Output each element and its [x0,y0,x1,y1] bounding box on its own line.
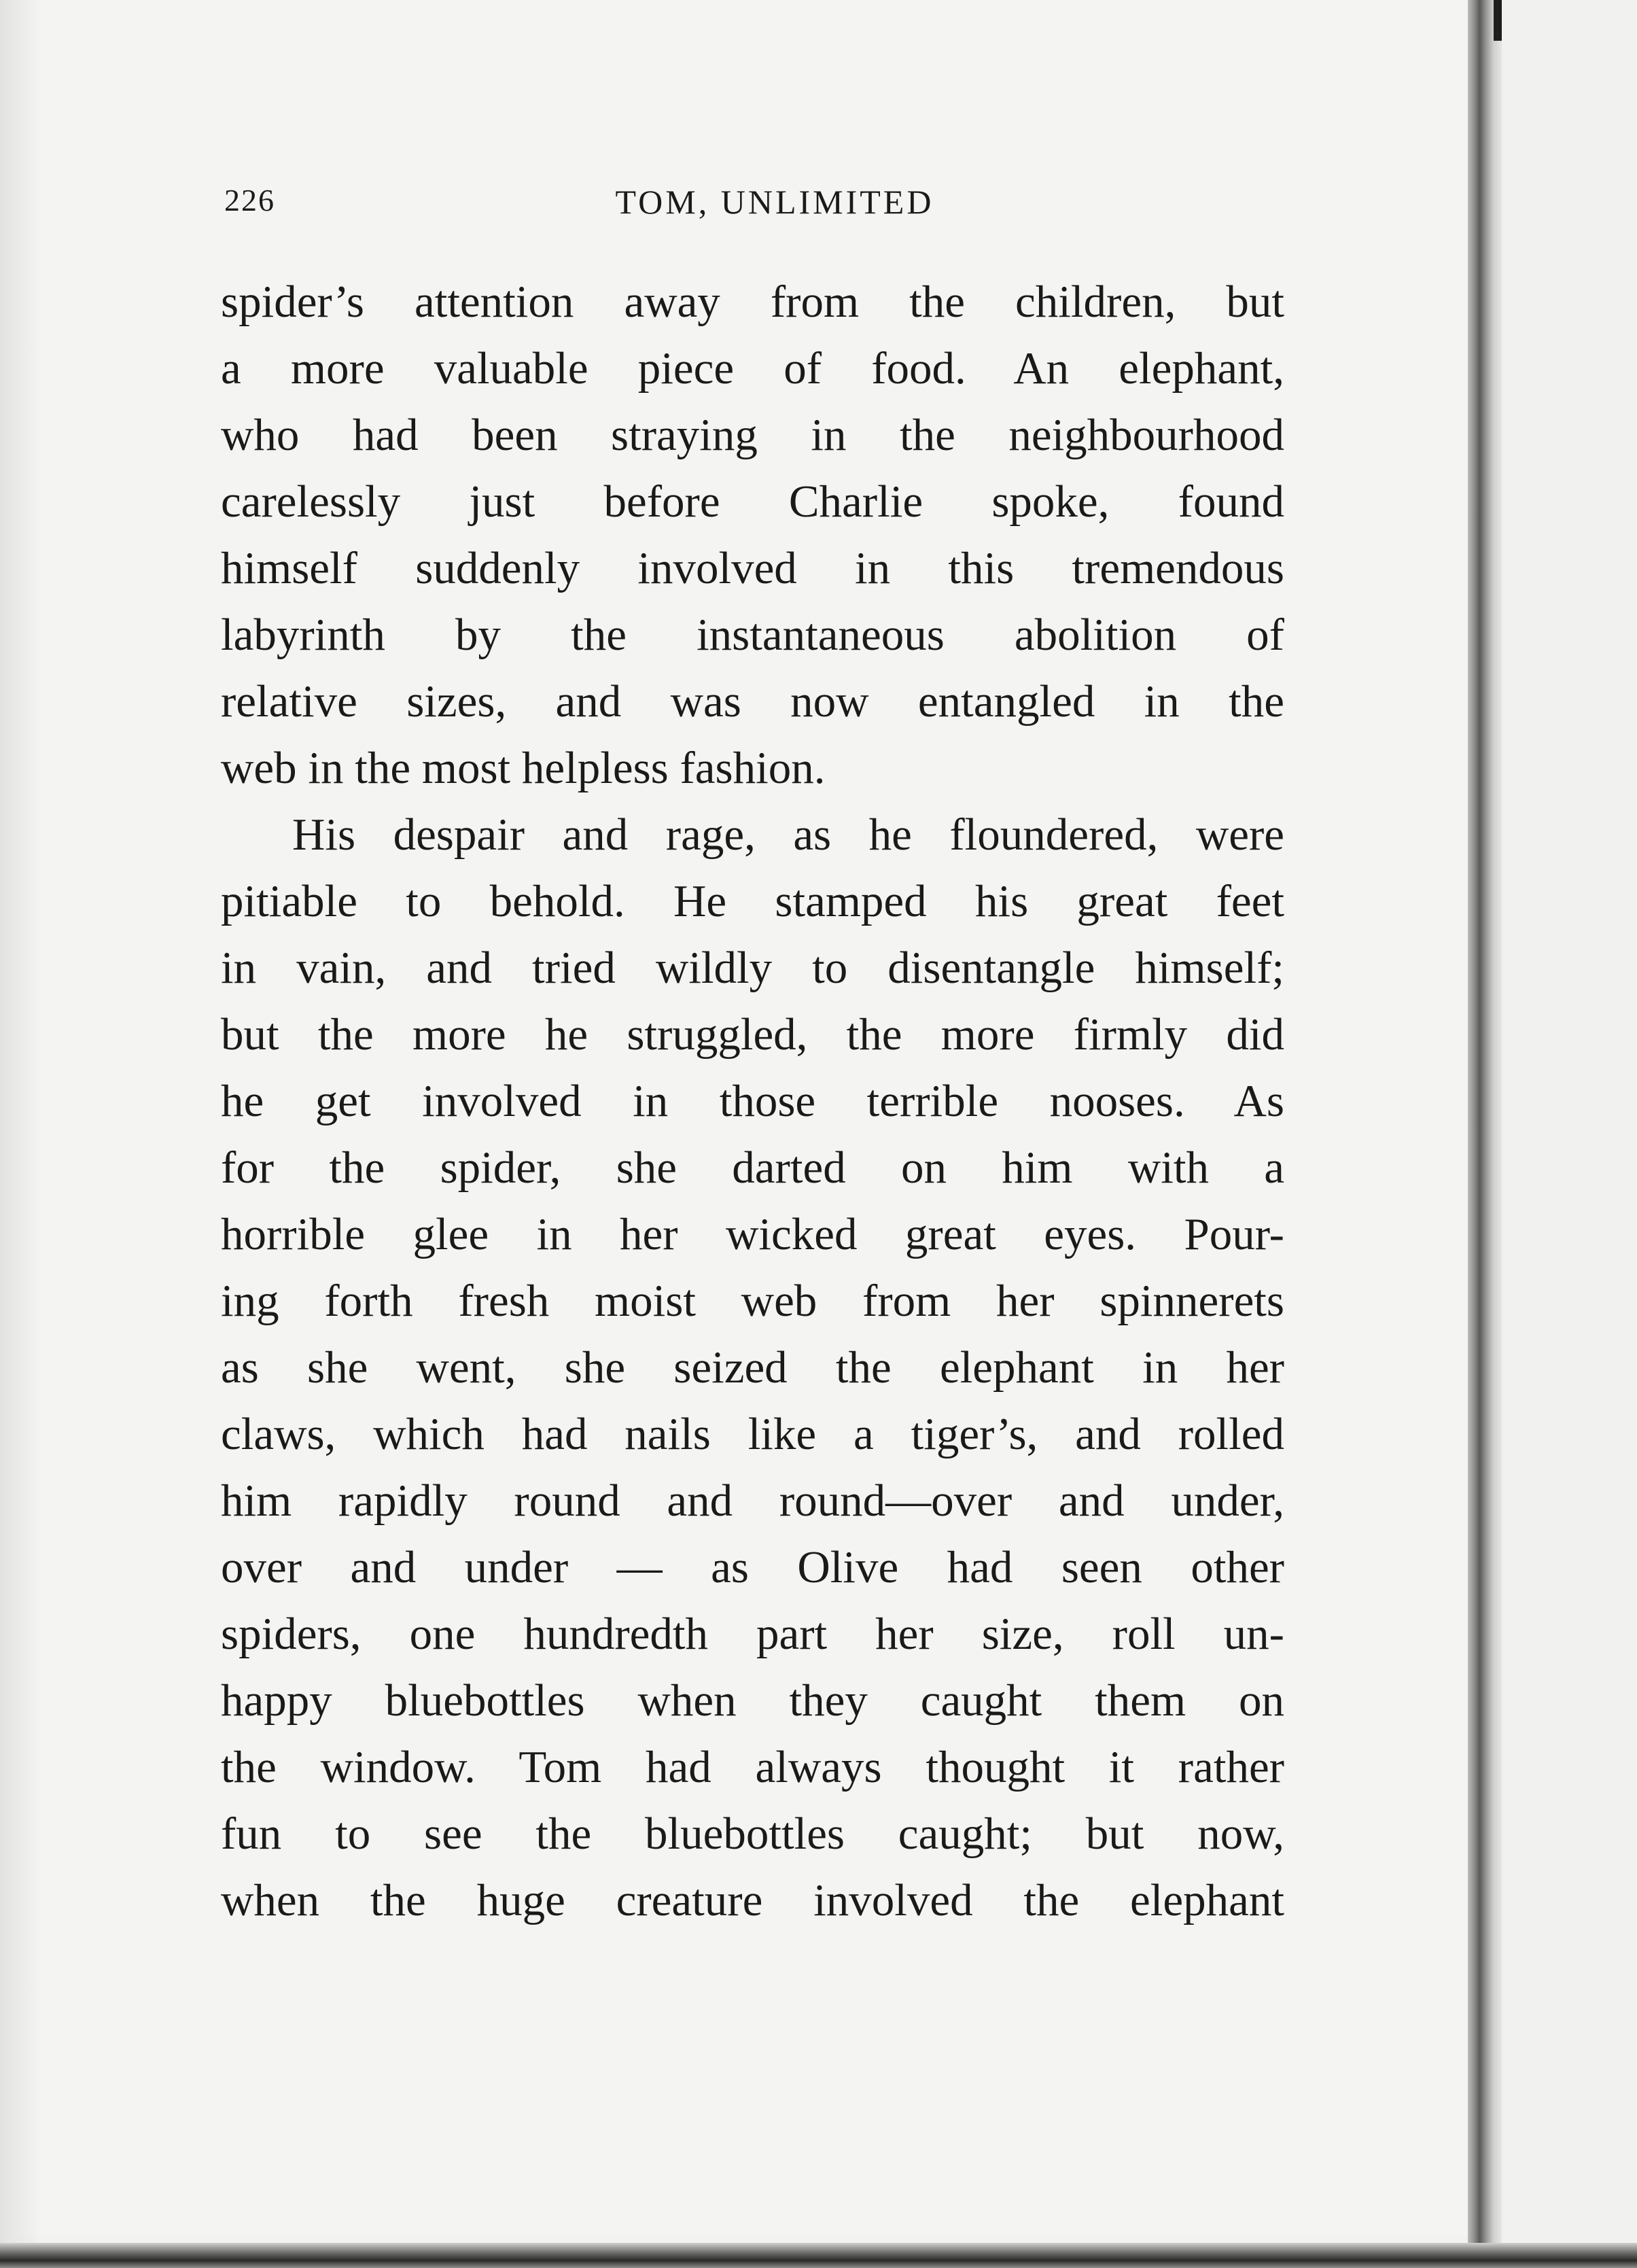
text-line: His despair and rage, as he floundered, were [292,809,1284,860]
running-head [224,182,1284,230]
text-line: he get involved in those terrible nooses. As [221,1076,1284,1126]
text-line: pitiable to behold. He stamped his great feet [221,876,1284,926]
text-line: labyrinth by the instantaneous abolition of [221,610,1284,660]
page-number: 226 [224,183,275,217]
scan-bottom-edge [0,2243,1637,2268]
text-line: but the more he struggled, the more firmly did [221,1009,1284,1060]
text-line: carelessly just before Charlie spoke, found [221,476,1284,527]
text-line: over and under — as Olive had seen other [221,1542,1284,1592]
text-line: happy bluebottles when they caught them on [221,1675,1284,1726]
book-gutter [1468,0,1502,2268]
text-line: web in the most helpless fashion. [221,743,826,793]
text-line: for the spider, she darted on him with a [221,1142,1284,1193]
page-edge-shadow [0,0,41,2268]
text-line: spider’s attention away from the children, but [221,277,1284,327]
text-line: relative sizes, and was now entangled in the [221,676,1284,727]
text-line: him rapidly round and round—over and under, [221,1476,1284,1526]
text-line: in vain, and tried wildly to disentangle himself; [221,943,1284,993]
gutter-notch [1494,0,1502,41]
body-text [221,268,1284,1934]
text-line: spiders, one hundredth part her size, roll un- [221,1609,1284,1659]
text-line: who had been straying in the neighbourhood [221,410,1284,460]
text-line: ing forth fresh moist web from her spinnerets [221,1276,1284,1326]
text-line: claws, which had nails like a tiger’s, and rolled [221,1409,1284,1459]
text-line: the window. Tom had always thought it rather [221,1742,1284,1792]
text-line: when the huge creature involved the elephant [221,1875,1284,1925]
text-line: a more valuable piece of food. An elephant, [221,343,1284,394]
text-line: himself suddenly involved in this tremendous [221,543,1284,593]
text-line: horrible glee in her wicked great eyes. Pour- [221,1209,1284,1259]
text-line: as she went, she seized the elephant in her [221,1342,1284,1393]
text-line: fun to see the bluebottles caught; but now, [221,1809,1284,1859]
running-title: TOM, UNLIMITED [615,183,934,221]
facing-page-edge [1502,0,1637,2268]
